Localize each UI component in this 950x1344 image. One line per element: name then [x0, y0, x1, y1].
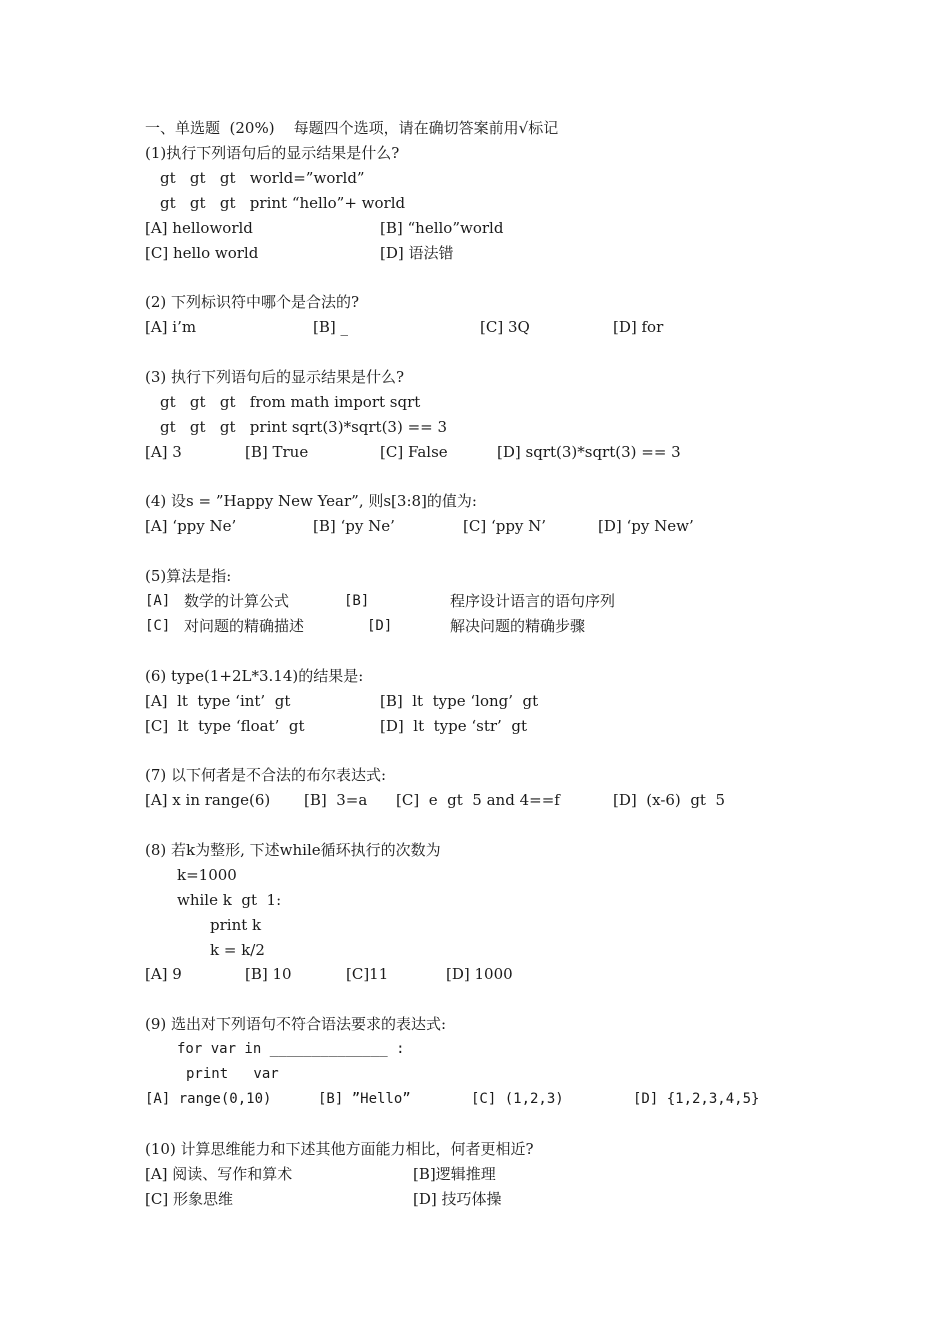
section-header: 一、单选题 (20%) 每题四个选项，请在确切答案前用√标记 [145, 119, 559, 137]
question-5-option-d-text[interactable]: 解决问题的精确步骤 [450, 617, 586, 635]
question-5-stem: (5)算法是指: [145, 567, 232, 585]
question-3-option-c[interactable]: [C] False [380, 443, 448, 461]
question-3-option-d[interactable]: [D] sqrt(3)*sqrt(3) == 3 [497, 443, 681, 461]
question-2-option-a[interactable]: [A] i’m [145, 318, 197, 336]
question-5-option-d-label[interactable]: [D] [367, 618, 393, 634]
question-2-option-b[interactable]: [B] _ [313, 318, 348, 336]
question-3-stem: (3) 执行下列语句后的显示结果是什么? [145, 368, 405, 386]
question-10-option-b[interactable]: [B]逻辑推理 [413, 1165, 496, 1183]
question-6-option-a[interactable]: [A] lt type ‘int’ gt [145, 692, 291, 710]
question-7-option-a[interactable]: [A] x in range(6) [145, 791, 271, 809]
question-4-option-d[interactable]: [D] ‘py New’ [598, 517, 694, 535]
question-1-option-b[interactable]: [B] “hello”world [380, 219, 504, 237]
question-2-option-c[interactable]: [C] 3Q [480, 318, 530, 336]
question-1-code-line-2: gt gt gt print “hello”+ world [160, 194, 406, 212]
question-9-option-a[interactable]: [A] range(0,10) [145, 1091, 272, 1107]
question-8-code-line-3: print k [210, 916, 262, 934]
question-3-code-line-1: gt gt gt from math import sqrt [160, 393, 421, 411]
question-10-option-d[interactable]: [D] 技巧体操 [413, 1190, 502, 1208]
question-7-option-d[interactable]: [D] (x-6) gt 5 [613, 791, 726, 809]
question-9-option-d[interactable]: [D] {1,2,3,4,5} [633, 1091, 760, 1107]
question-8-option-b[interactable]: [B] 10 [245, 965, 292, 983]
question-8-code-line-4: k = k/2 [210, 941, 265, 959]
question-6-option-b[interactable]: [B] lt type ‘long’ gt [380, 692, 539, 710]
question-9-code-line-1: for var in ______________ : [177, 1041, 405, 1057]
question-10-option-a[interactable]: [A] 阅读、写作和算术 [145, 1165, 293, 1183]
question-6-stem: (6) type(1+2L*3.14)的结果是: [145, 667, 364, 685]
question-1-option-d[interactable]: [D] 语法错 [380, 244, 454, 262]
question-3-option-b[interactable]: [B] True [245, 443, 309, 461]
question-4-option-b[interactable]: [B] ‘py Ne’ [313, 517, 395, 535]
question-5-option-a-label[interactable]: [A] [145, 593, 171, 609]
question-1-option-a[interactable]: [A] helloworld [145, 219, 253, 237]
question-4-option-a[interactable]: [A] ‘ppy Ne’ [145, 517, 237, 535]
question-5-option-c-label[interactable]: [C] [145, 618, 171, 634]
question-2-option-d[interactable]: [D] for [613, 318, 664, 336]
question-9-code-line-2: print var [186, 1066, 279, 1082]
question-9-option-c[interactable]: [C] (1,2,3) [471, 1091, 564, 1107]
question-3-option-a[interactable]: [A] 3 [145, 443, 182, 461]
question-9-option-b[interactable]: [B] ”Hello” [318, 1091, 411, 1107]
question-10-stem: (10) 计算思维能力和下述其他方面能力相比，何者更相近? [145, 1140, 534, 1158]
question-4-stem: (4) 设s = ”Happy New Year”, 则s[3:8]的值为: [145, 492, 477, 510]
question-9-stem: (9) 选出对下列语句不符合语法要求的表达式: [145, 1015, 447, 1033]
question-3-code-line-2: gt gt gt print sqrt(3)*sqrt(3) == 3 [160, 418, 448, 436]
question-6-option-d[interactable]: [D] lt type ‘str’ gt [380, 717, 527, 735]
question-4-option-c[interactable]: [C] ‘ppy N’ [463, 517, 547, 535]
question-1-stem: (1)执行下列语句后的显示结果是什么? [145, 144, 400, 162]
question-8-code-line-2: while k gt 1: [177, 891, 282, 909]
question-8-code-line-1: k=1000 [177, 866, 237, 884]
question-5-option-b-text[interactable]: 程序设计语言的语句序列 [450, 592, 616, 610]
question-8-option-c[interactable]: [C]11 [346, 965, 389, 983]
question-8-option-a[interactable]: [A] 9 [145, 965, 182, 983]
question-2-stem: (2) 下列标识符中哪个是合法的? [145, 293, 360, 311]
question-8-option-d[interactable]: [D] 1000 [446, 965, 513, 983]
question-6-option-c[interactable]: [C] lt type ‘float’ gt [145, 717, 305, 735]
question-1-code-line-1: gt gt gt world=”world” [160, 169, 365, 187]
question-7-option-b[interactable]: [B] 3=a [304, 791, 368, 809]
question-7-option-c[interactable]: [C] e gt 5 and 4==f [396, 791, 560, 809]
question-7-stem: (7) 以下何者是不合法的布尔表达式: [145, 766, 387, 784]
question-8-stem: (8) 若k为整形, 下述while循环执行的次数为 [145, 841, 441, 859]
question-10-option-c[interactable]: [C] 形象思维 [145, 1190, 233, 1208]
question-1-option-c[interactable]: [C] hello world [145, 244, 259, 262]
question-5-option-b-label[interactable]: [B] [344, 593, 370, 609]
question-5-option-a-text[interactable]: 数学的计算公式 [184, 592, 290, 610]
question-5-option-c-text[interactable]: 对问题的精确描述 [184, 617, 305, 635]
